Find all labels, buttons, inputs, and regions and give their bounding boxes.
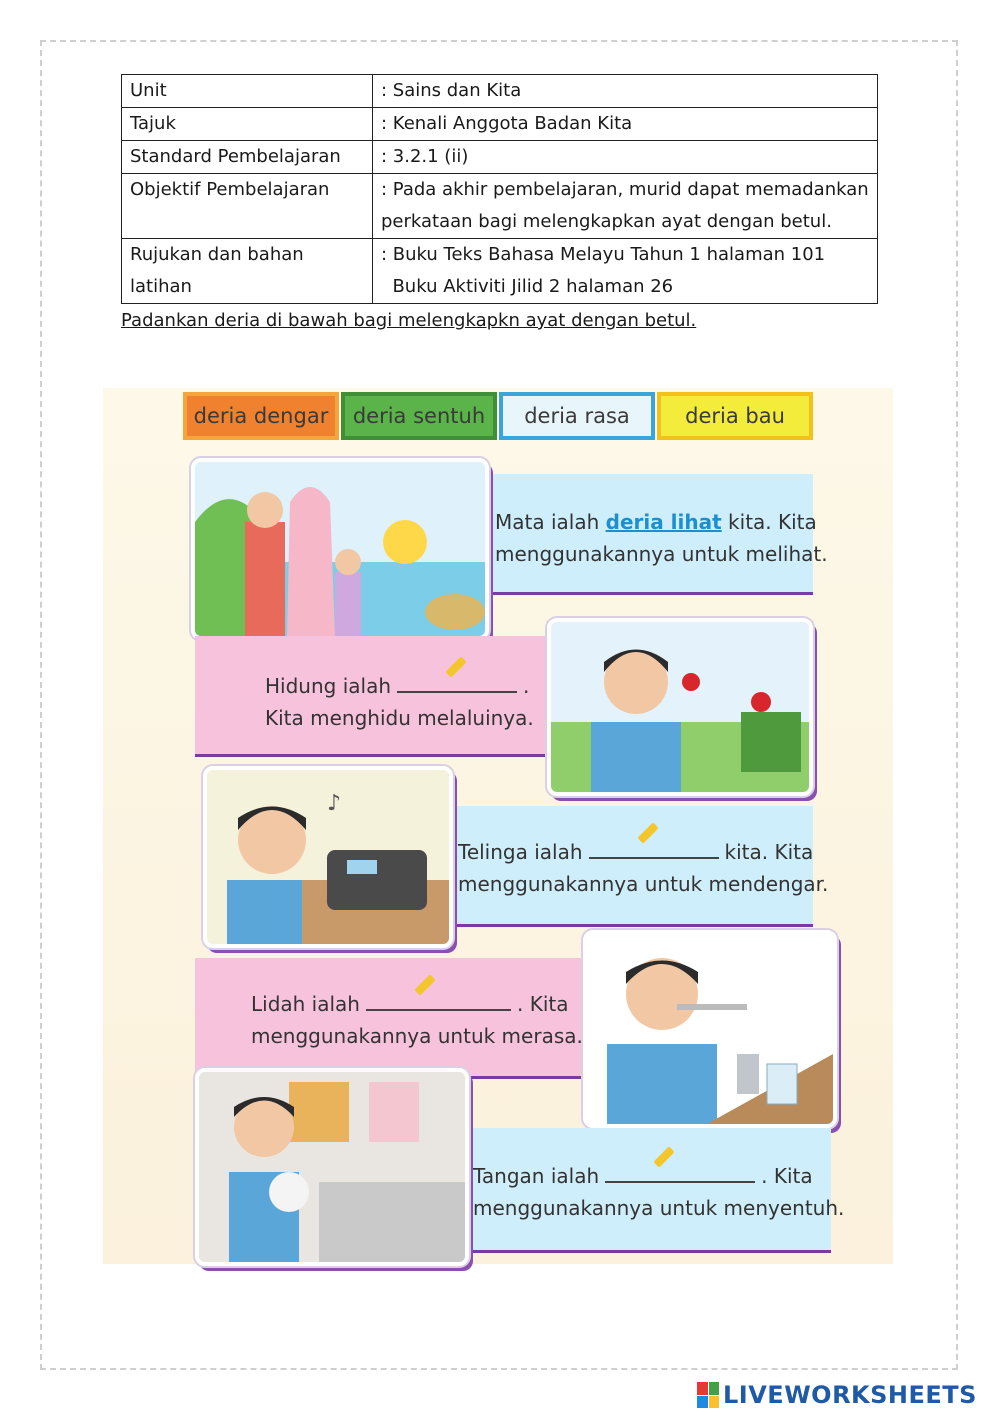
chip-deria-rasa[interactable]: deria rasa [499, 392, 655, 440]
row-key: Objektif Pembelajaran [122, 174, 373, 239]
value-line: perkataan bagi melengkapkan ayat dengan betul. [381, 211, 832, 232]
answer-blank-tangan[interactable] [605, 1167, 755, 1183]
chip-deria-bau[interactable]: deria bau [657, 392, 813, 440]
picture-boy-listening-radio [203, 766, 453, 948]
value-line: : Buku Teks Bahasa Melayu Tahun 1 halaman 101 [381, 244, 826, 265]
table-row [122, 239, 878, 304]
sentence-mata [495, 506, 828, 570]
picture-boy-smelling-rose [547, 618, 813, 796]
highlight-deria-lihat: deria lihat [605, 510, 722, 534]
chip-deria-sentuh[interactable]: deria sentuh [341, 392, 497, 440]
row-key: Tajuk [122, 108, 373, 141]
sentence-part: menggunakannya untuk mendengar. [458, 872, 829, 896]
table-row [122, 141, 878, 174]
sentence-part: Telinga ialah [458, 840, 583, 864]
sentence-lidah [251, 988, 583, 1052]
sentence-part: menggunakannya untuk melihat. [495, 542, 828, 566]
logo-text: LIVEWORKSHEETS [723, 1381, 977, 1409]
sentence-part: Hidung ialah [265, 674, 391, 698]
key-line: Rujukan dan bahan [130, 244, 304, 265]
sentence-part: . [523, 674, 530, 698]
row-value: : Kenali Anggota Badan Kita [373, 108, 878, 141]
row-value: : 3.2.1 (ii) [373, 141, 878, 174]
row-value [373, 174, 878, 239]
picture-boy-holding-cat [195, 1068, 469, 1266]
key-line: latihan [130, 276, 192, 297]
sentence-tangan [473, 1160, 844, 1224]
table-row [122, 174, 878, 239]
row-value: : Sains dan Kita [373, 75, 878, 108]
table-row [122, 108, 878, 141]
row-value [373, 239, 878, 304]
table-row [122, 75, 878, 108]
info-table [121, 74, 878, 304]
sentence-part: menggunakannya untuk menyentuh. [473, 1196, 845, 1220]
sentence-part: kita. Kita [721, 510, 817, 534]
sentence-part: . Kita [761, 1164, 813, 1188]
answer-blank-telinga[interactable] [589, 843, 719, 859]
sentence-telinga [458, 836, 828, 900]
row-key: Unit [122, 75, 373, 108]
chip-deria-dengar[interactable]: deria dengar [183, 392, 339, 440]
answer-blank-hidung[interactable] [397, 677, 517, 693]
picture-boy-tasting-medicine [583, 930, 837, 1128]
sentence-part: kita. Kita [724, 840, 814, 864]
picture-family-beach [191, 458, 489, 640]
sentence-part: Lidah ialah [251, 992, 360, 1016]
sentence-part: Tangan ialah [473, 1164, 600, 1188]
answer-blank-lidah[interactable] [366, 995, 511, 1011]
sentence-part: menggunakannya untuk merasa. [251, 1024, 583, 1048]
value-line: : Pada akhir pembelajaran, murid dapat memadankan [381, 179, 869, 200]
value-line: Buku Aktiviti Jilid 2 halaman 26 [381, 276, 674, 297]
sentence-hidung [265, 670, 534, 734]
worksheet-area [103, 388, 893, 1264]
row-key: Standard Pembelajaran [122, 141, 373, 174]
liveworksheets-logo [697, 1381, 977, 1409]
svg-text:♪: ♪ [327, 791, 342, 816]
instruction-text: Padankan deria di bawah bagi melengkapkn ayat dengan betul. [121, 310, 697, 331]
sentence-part: . Kita [516, 992, 569, 1016]
logo-icon [697, 1382, 719, 1408]
sentence-part: Kita menghidu melaluinya. [265, 706, 534, 730]
row-key [122, 239, 373, 304]
word-bank [183, 392, 815, 440]
sentence-part: Mata ialah [495, 510, 606, 534]
